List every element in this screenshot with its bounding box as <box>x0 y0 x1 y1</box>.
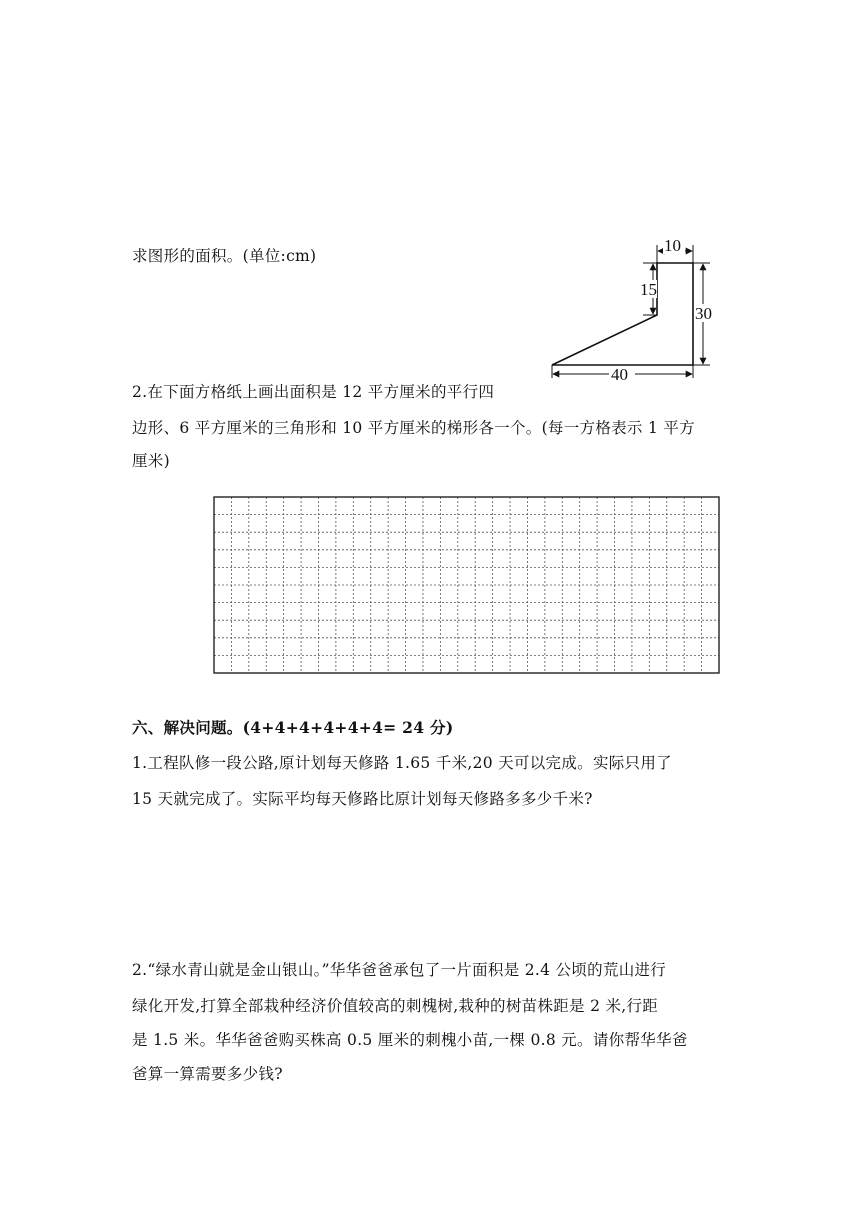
q2-line-1: 2.在下面方格纸上画出面积是 12 平方厘米的平行四 <box>132 383 495 401</box>
s6-q1-line-2: 15 天就完成了。实际平均每天修路比原计划每天修路多多少千米? <box>132 790 593 808</box>
figure-outline <box>552 263 693 365</box>
label-top-width: 10 <box>664 236 681 255</box>
grid-paper[interactable] <box>213 496 720 674</box>
q2-line-3: 厘米) <box>132 452 170 470</box>
label-right-height: 30 <box>695 304 712 323</box>
label-bottom-width: 40 <box>611 365 628 383</box>
s6-q2-line-4: 爸算一算需要多少钱? <box>132 1065 283 1083</box>
q2-line-2: 边形、6 平方厘米的三角形和 10 平方厘米的梯形各一个。(每一方格表示 1 平方 <box>132 419 695 437</box>
s6-q2-line-1: 2.“绿水青山就是金山银山。”华华爸爸承包了一片面积是 2.4 公顷的荒山进行 <box>132 961 667 979</box>
s6-q1-line-1: 1.工程队修一段公路,原计划每天修路 1.65 千米,20 天可以完成。实际只用了 <box>132 754 672 772</box>
s6-q2-line-3: 是 1.5 米。华华爸爸购买株高 0.5 厘米的刺槐小苗,一棵 0.8 元。请你帮华华爸 <box>132 1031 688 1049</box>
section-6-heading: 六、解决问题。(4+4+4+4+4+4= 24 分) <box>132 718 454 737</box>
s6-q2-line-2: 绿化开发,打算全部栽种经济价值较高的刺槐树,栽种的树苗株距是 2 米,行距 <box>132 997 659 1015</box>
label-left-height: 15 <box>640 280 657 299</box>
figure-area-question: 求图形的面积。(单位:cm) <box>132 247 317 265</box>
l-shape-figure <box>545 233 720 383</box>
